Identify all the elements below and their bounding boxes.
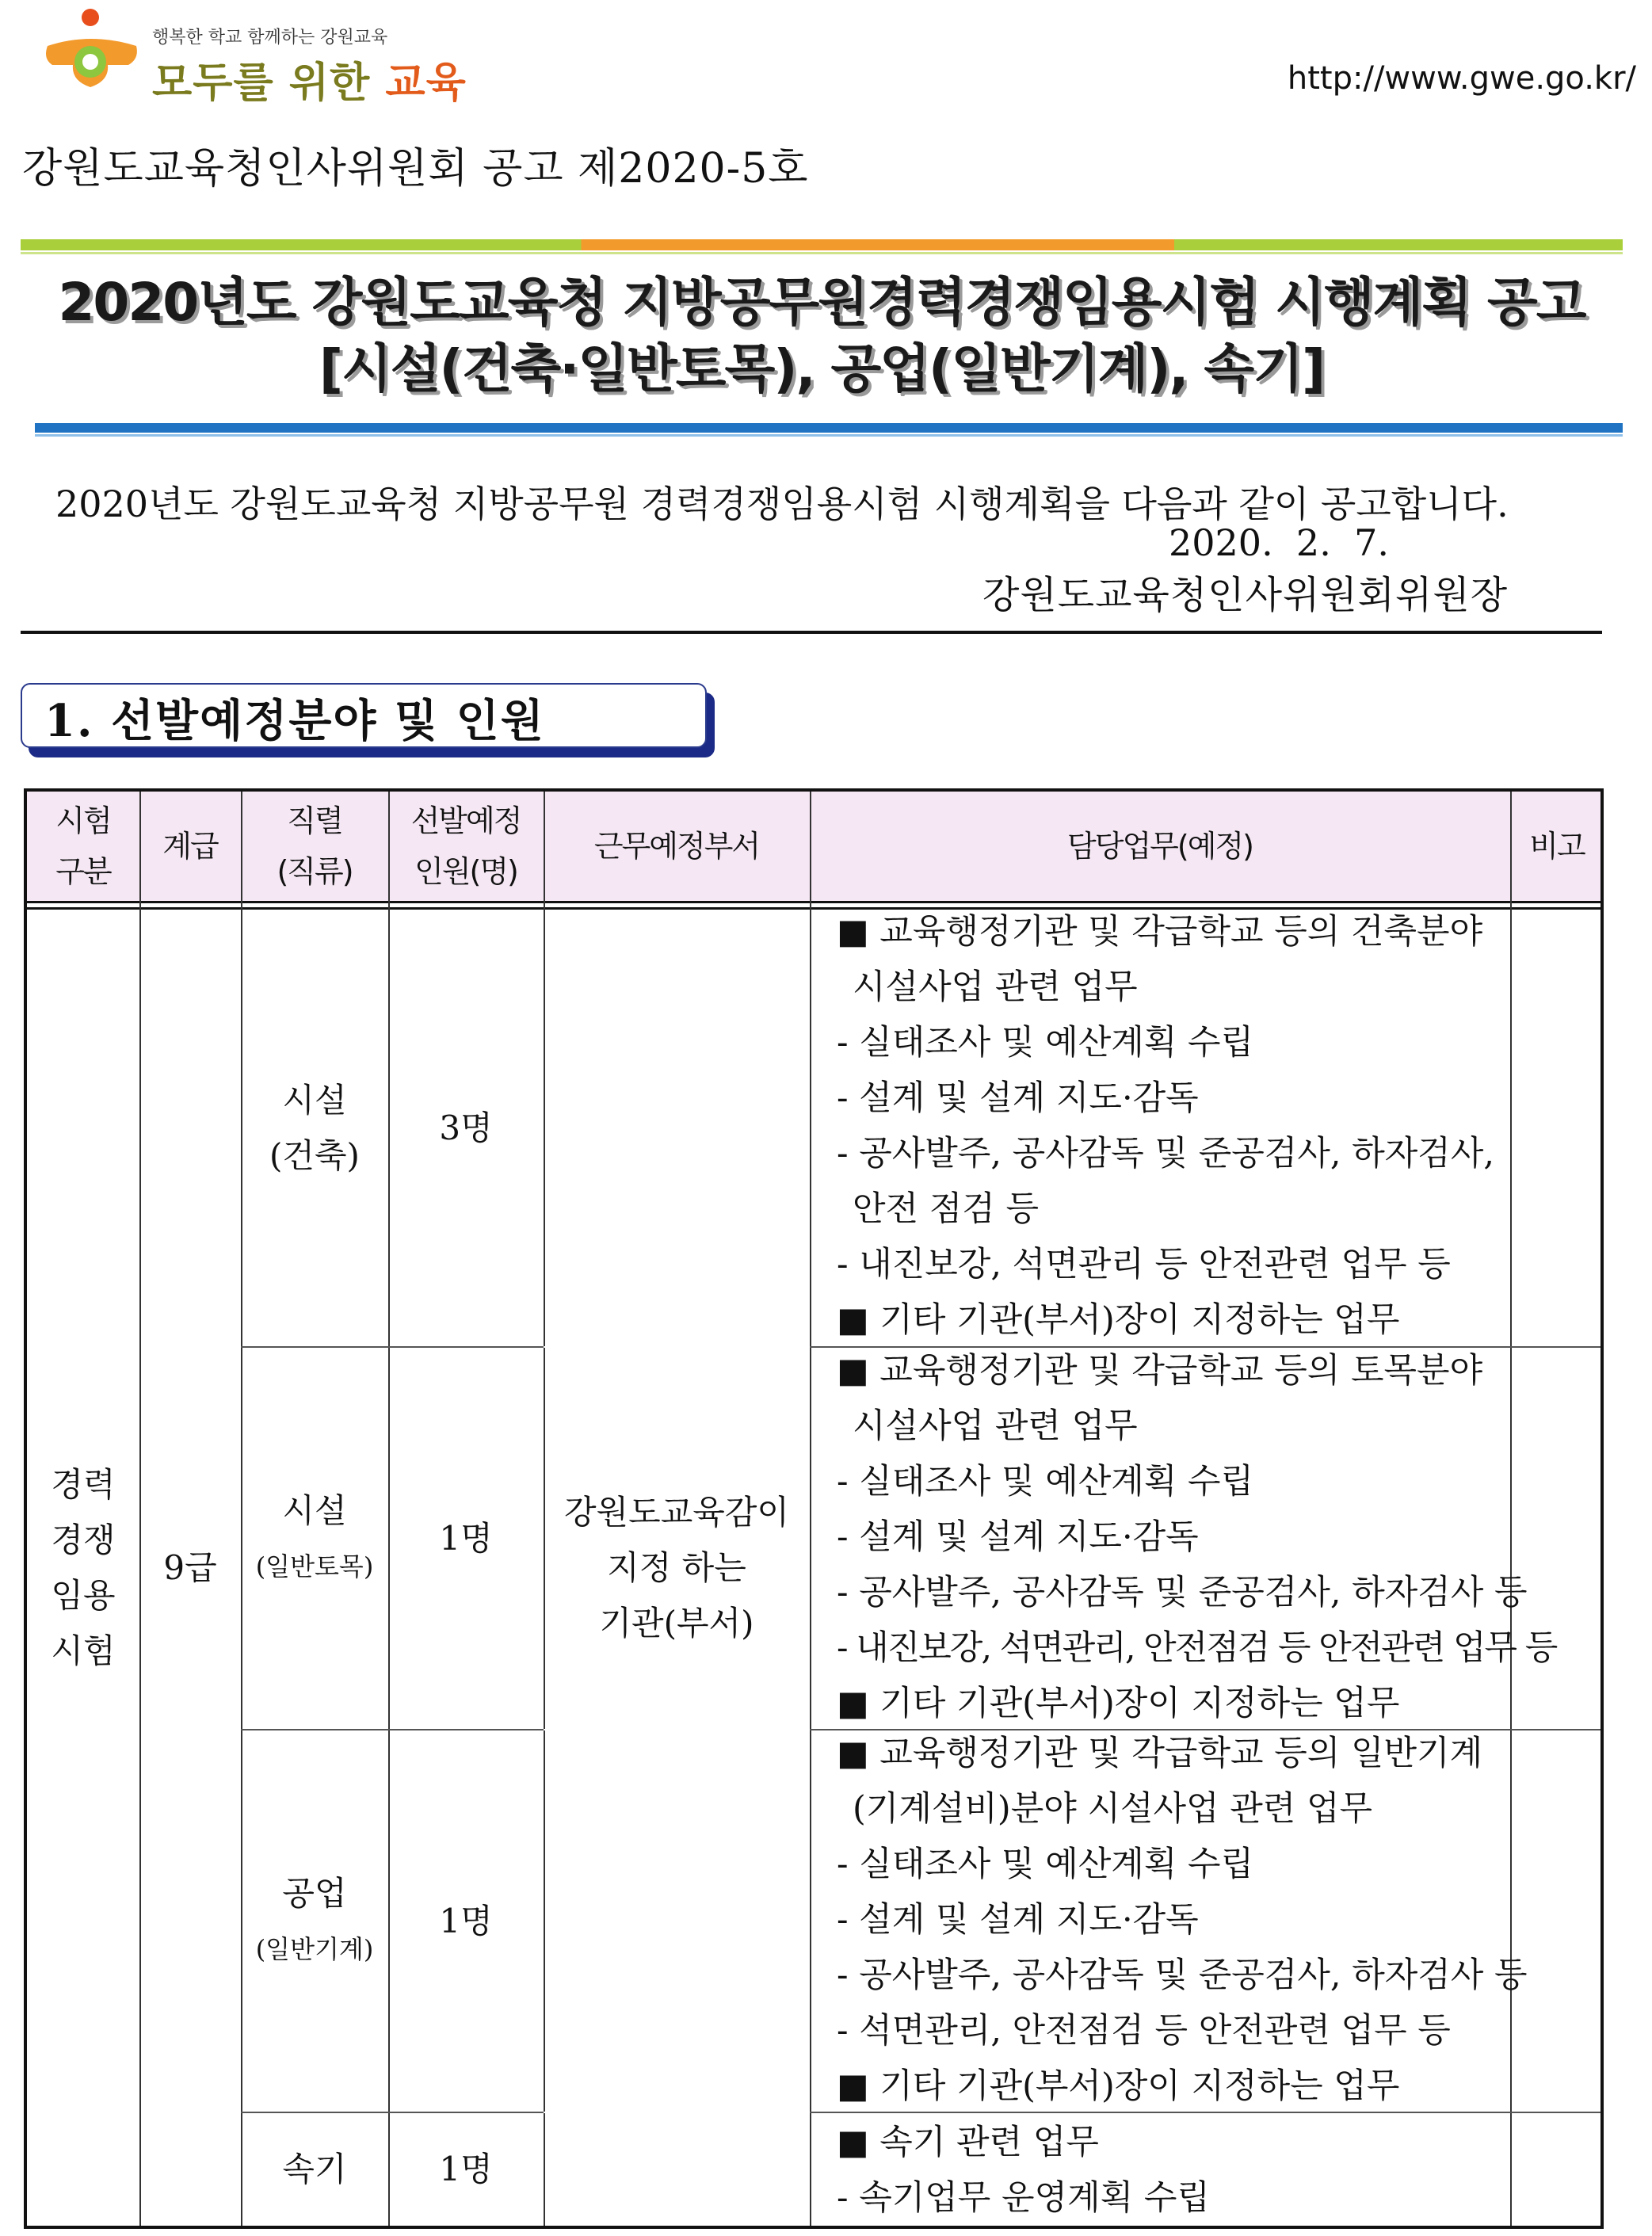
duty-line: - 설계 및 설계 지도·감독: [837, 1078, 1199, 1118]
duty-line: - 내진보강, 석면관리 등 안전관련 업무 등: [837, 1245, 1451, 1284]
intro-text: 2020년도 강원도교육청 지방공무원 경력경쟁임용시험 시행계획을 다음과 같이 공고합니다.: [55, 483, 1509, 525]
series-cell: [241, 1348, 388, 1729]
page-title: [21, 269, 1623, 403]
duties-cell: [837, 904, 1515, 1348]
duty-line: ■ 기타 기관(부서)장이 지정하는 업무: [837, 1300, 1400, 1340]
duty-line: - 속기업무 운영계획 수립: [837, 2178, 1210, 2218]
title-line-1: 2020년도 강원도교육청 지방공무원경력경쟁임용시험 시행계획 공고: [58, 272, 1585, 333]
count-cell: 1명: [439, 1518, 493, 1558]
duty-line: - 실태조사 및 예산계획 수립: [837, 1462, 1254, 1501]
duty-line: ■ 교육행정기관 및 각급학교 등의 일반기계: [837, 1734, 1483, 1773]
exam-type-text: 임용: [51, 1576, 116, 1615]
duty-line: - 설계 및 설계 지도·감독: [837, 1517, 1199, 1557]
grade-cell: 9급: [163, 1548, 217, 1587]
series-text: 시설: [282, 1081, 347, 1120]
section-title: 1. 선발예정분야 및 인원: [44, 695, 545, 747]
duties-cell: [837, 1343, 1557, 1731]
site-url[interactable]: http://www.gwe.go.kr/: [1287, 60, 1636, 97]
header-text: 시험: [55, 803, 111, 838]
duties-cell: [837, 1726, 1528, 2114]
header-count: [388, 792, 544, 901]
duty-line: 시설사업 관련 업무: [853, 1406, 1138, 1446]
notice-date: 2020. 2. 7.: [1169, 521, 1389, 564]
duty-line: - 공사발주, 공사감독 및 준공검사, 하자검사 등: [837, 1573, 1528, 1612]
series-text: 공업: [282, 1873, 347, 1913]
signer: 강원도교육청인사위원회위원장: [982, 573, 1509, 617]
duty-line: ■ 교육행정기관 및 각급학교 등의 건축분야: [837, 912, 1483, 952]
header-series: [241, 792, 388, 901]
series-sub-text: (일반기계): [255, 1933, 374, 1964]
duty-line: - 공사발주, 공사감독 및 준공검사, 하자검사 등: [837, 1956, 1528, 1995]
count-cell: 1명: [439, 2150, 493, 2188]
brand-accent: 교육: [385, 59, 467, 107]
header-text: 인원(명): [414, 854, 517, 889]
divider: [21, 631, 1602, 634]
duty-line: ■ 속기 관련 업무: [837, 2123, 1099, 2162]
header-duties: 담당업무(예정): [1067, 829, 1253, 864]
count-cell: 3명: [439, 1108, 493, 1147]
series-cell: 속기: [282, 2150, 347, 2188]
title-band-top-thin: [21, 252, 1623, 254]
series-sub-text: (일반토목): [255, 1551, 374, 1582]
dept-text: 강원도교육감이: [563, 1493, 789, 1532]
duty-line: - 내진보강, 석면관리, 안전점검 등 안전관련 업무 등: [837, 1628, 1557, 1668]
dept-text: 기관(부서): [599, 1604, 754, 1643]
logo-brand: [152, 49, 467, 109]
dept-cell: [544, 910, 810, 2226]
exam-type-text: 경쟁: [51, 1521, 116, 1559]
duty-line: ■ 기타 기관(부서)장이 지정하는 업무: [837, 2066, 1400, 2106]
duty-line: 시설사업 관련 업무: [853, 967, 1138, 1007]
title-band-bottom-thin: [35, 434, 1623, 437]
title-band-bottom: [35, 423, 1623, 433]
count-cell: 1명: [439, 1901, 493, 1940]
column-divider: [810, 792, 811, 2226]
header-text: (직류): [277, 854, 353, 889]
header-exam-type: [27, 792, 139, 901]
header-note: 비고: [1529, 829, 1585, 864]
series-sub-text: (건축): [269, 1136, 360, 1175]
header-dept: 근무예정부서: [593, 829, 760, 864]
title-line-2: [시설(건축·일반토목), 공업(일반기계), 속기]: [319, 338, 1325, 399]
dept-text: 지정 하는: [607, 1548, 746, 1587]
selection-table: [24, 788, 1604, 2229]
notice-number: 강원도교육청인사위원회 공고 제2020-5호: [22, 145, 809, 193]
logo: [41, 8, 467, 107]
duty-line: 안전 점검 등: [853, 1189, 1040, 1229]
duty-line: - 실태조사 및 예산계획 수립: [837, 1845, 1254, 1884]
duty-line: - 공사발주, 공사감독 및 준공검사, 하자검사,: [837, 1134, 1495, 1173]
series-cell: [241, 910, 388, 1346]
exam-type-cell: [27, 910, 139, 2226]
table-header-rule: [27, 901, 1600, 903]
duty-line: ■ 기타 기관(부서)장이 지정하는 업무: [837, 1684, 1400, 1723]
header-text: 선발예정: [410, 803, 521, 838]
exam-type-text: 시험: [51, 1631, 116, 1670]
header-text: 직렬: [287, 803, 342, 838]
series-cell: [241, 1730, 388, 2112]
duty-line: - 석면관리, 안전점검 등 안전관련 업무 등: [837, 2011, 1451, 2051]
brand-main: 모두를 위한: [152, 59, 386, 107]
duty-line: - 실태조사 및 예산계획 수립: [837, 1023, 1254, 1063]
duties-cell: [837, 2115, 1515, 2226]
title-band-top: [21, 239, 1623, 250]
header-text: 구분: [55, 854, 111, 889]
duty-line: (기계설비)분야 시설사업 관련 업무: [853, 1789, 1373, 1829]
logo-mark-icon: [41, 8, 144, 99]
duty-line: - 설계 및 설계 지도·감독: [837, 1900, 1199, 1940]
series-text: 시설: [282, 1490, 347, 1530]
header-grade: 계급: [162, 829, 218, 864]
duty-line: ■ 교육행정기관 및 각급학교 등의 토목분야: [837, 1351, 1483, 1391]
logo-slogan: 행복한 학교 함께하는 강원교육: [152, 28, 388, 48]
exam-type-text: 경력: [51, 1465, 116, 1504]
